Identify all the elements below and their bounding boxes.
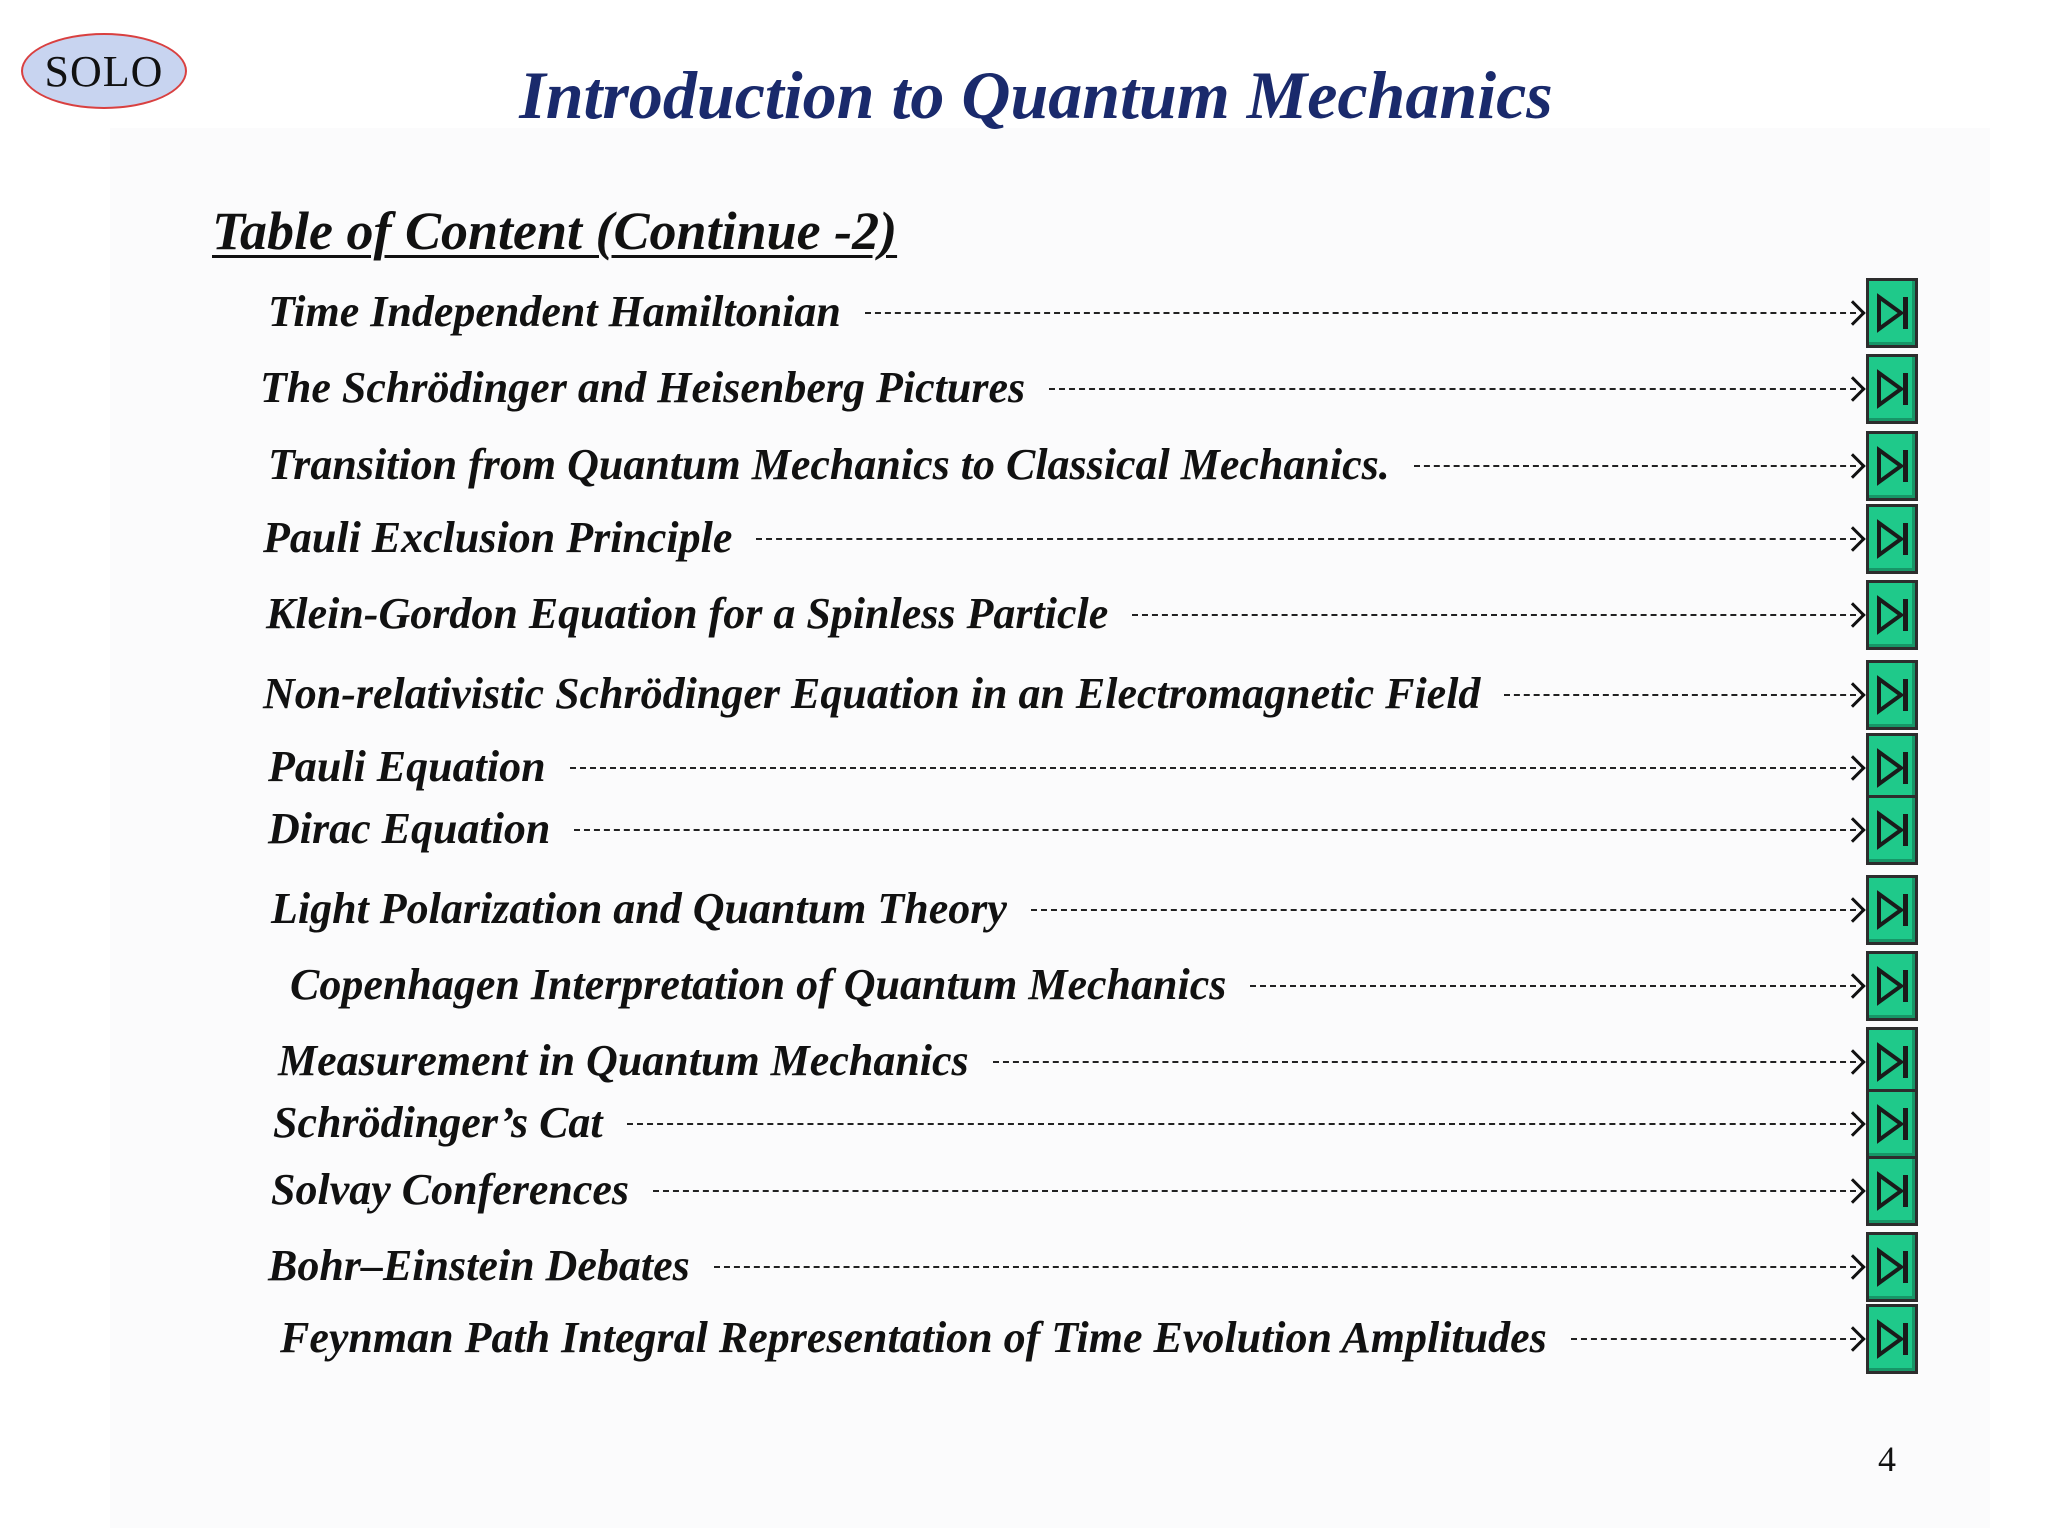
toc-item-label[interactable]: Non-relativistic Schrödinger Equation in an Electromagnetic Field bbox=[263, 669, 1481, 718]
goto-slide-button[interactable] bbox=[1866, 1304, 1918, 1374]
toc-row bbox=[0, 793, 2048, 865]
logo-text: SOLO bbox=[44, 46, 164, 96]
arrowhead-icon bbox=[1840, 1178, 1865, 1203]
goto-slide-button[interactable] bbox=[1866, 1156, 1918, 1226]
toc-row bbox=[0, 502, 2048, 574]
leader-line bbox=[1031, 909, 1856, 913]
toc-item-label[interactable]: The Schrödinger and Heisenberg Pictures bbox=[260, 363, 1026, 412]
arrowhead-icon bbox=[1840, 1326, 1865, 1351]
leader-line bbox=[627, 1123, 1856, 1127]
arrowhead-icon bbox=[1840, 1254, 1865, 1279]
toc-row bbox=[0, 1230, 2048, 1302]
leader-line bbox=[570, 767, 1856, 771]
last-slide-icon bbox=[1873, 593, 1911, 637]
last-slide-icon bbox=[1873, 1169, 1911, 1213]
leader-line bbox=[1414, 465, 1856, 469]
toc-item-label[interactable]: Copenhagen Interpretation of Quantum Mechanics bbox=[290, 960, 1227, 1009]
toc-item-label[interactable]: Measurement in Quantum Mechanics bbox=[278, 1036, 969, 1085]
leader-line bbox=[993, 1061, 1856, 1065]
arrowhead-icon bbox=[1840, 682, 1865, 707]
toc-item-label[interactable]: Schrödinger’s Cat bbox=[273, 1098, 603, 1147]
last-slide-icon bbox=[1873, 517, 1911, 561]
toc-row bbox=[0, 429, 2048, 501]
toc-item-label[interactable]: Transition from Quantum Mechanics to Classical Mechanics. bbox=[268, 440, 1390, 489]
toc-row bbox=[0, 1302, 2048, 1374]
arrowhead-icon bbox=[1840, 376, 1865, 401]
toc-row bbox=[0, 873, 2048, 945]
last-slide-icon bbox=[1873, 1102, 1911, 1146]
goto-slide-button[interactable] bbox=[1866, 951, 1918, 1021]
leader-line bbox=[1132, 614, 1856, 618]
toc-row bbox=[0, 1154, 2048, 1226]
toc-row bbox=[0, 658, 2048, 730]
leader-line bbox=[1049, 388, 1856, 392]
page-title: Introduction to Quantum Mechanics bbox=[519, 57, 1553, 133]
goto-slide-button[interactable] bbox=[1866, 1089, 1918, 1159]
last-slide-icon bbox=[1873, 964, 1911, 1008]
goto-slide-button[interactable] bbox=[1866, 875, 1918, 945]
toc-item-label[interactable]: Feynman Path Integral Representation of Time Evolution Amplitudes bbox=[280, 1313, 1547, 1362]
last-slide-icon bbox=[1873, 1317, 1911, 1361]
toc-item-label[interactable]: Dirac Equation bbox=[268, 804, 551, 853]
arrowhead-icon bbox=[1840, 602, 1865, 627]
toc-item-label[interactable]: Solvay Conferences bbox=[271, 1165, 630, 1214]
toc-row bbox=[0, 352, 2048, 424]
leader-line bbox=[653, 1190, 1856, 1194]
leader-line bbox=[714, 1266, 1856, 1270]
goto-slide-button[interactable] bbox=[1866, 354, 1918, 424]
page-number: 4 bbox=[1878, 1439, 1896, 1479]
goto-slide-button[interactable] bbox=[1866, 660, 1918, 730]
goto-slide-button[interactable] bbox=[1866, 504, 1918, 574]
toc-heading: Table of Content (Continue -2) bbox=[212, 201, 898, 261]
toc-item-label[interactable]: Pauli Exclusion Principle bbox=[263, 513, 733, 562]
last-slide-icon bbox=[1873, 673, 1911, 717]
toc-item-label[interactable]: Klein-Gordon Equation for a Spinless Particle bbox=[266, 589, 1109, 638]
goto-slide-button[interactable] bbox=[1866, 795, 1918, 865]
arrowhead-icon bbox=[1840, 817, 1865, 842]
arrowhead-icon bbox=[1840, 1049, 1865, 1074]
arrowhead-icon bbox=[1840, 526, 1865, 551]
goto-slide-button[interactable] bbox=[1866, 1232, 1918, 1302]
goto-slide-button[interactable] bbox=[1866, 431, 1918, 501]
last-slide-icon bbox=[1873, 1245, 1911, 1289]
last-slide-icon bbox=[1873, 888, 1911, 932]
leader-line bbox=[865, 312, 1856, 316]
leader-line bbox=[1504, 694, 1856, 698]
arrowhead-icon bbox=[1840, 897, 1865, 922]
last-slide-icon bbox=[1873, 1040, 1911, 1084]
arrowhead-icon bbox=[1840, 973, 1865, 998]
toc-row bbox=[0, 949, 2048, 1021]
toc-row bbox=[0, 578, 2048, 650]
last-slide-icon bbox=[1873, 746, 1911, 790]
toc-item-label[interactable]: Time Independent Hamiltonian bbox=[268, 287, 841, 336]
last-slide-icon bbox=[1873, 444, 1911, 488]
toc-item-label[interactable]: Bohr–Einstein Debates bbox=[268, 1241, 690, 1290]
last-slide-icon bbox=[1873, 808, 1911, 852]
leader-line bbox=[574, 829, 1856, 833]
arrowhead-icon bbox=[1840, 453, 1865, 478]
arrowhead-icon bbox=[1840, 755, 1865, 780]
toc-row bbox=[0, 276, 2048, 348]
last-slide-icon bbox=[1873, 367, 1911, 411]
toc-item-label[interactable]: Light Polarization and Quantum Theory bbox=[271, 884, 1007, 933]
last-slide-icon bbox=[1873, 291, 1911, 335]
toc-row bbox=[0, 1087, 2048, 1159]
arrowhead-icon bbox=[1840, 300, 1865, 325]
leader-line bbox=[1571, 1338, 1856, 1342]
arrowhead-icon bbox=[1840, 1111, 1865, 1136]
goto-slide-button[interactable] bbox=[1866, 278, 1918, 348]
leader-line bbox=[756, 538, 1856, 542]
goto-slide-button[interactable] bbox=[1866, 580, 1918, 650]
leader-line bbox=[1250, 985, 1856, 989]
toc-item-label[interactable]: Pauli Equation bbox=[268, 742, 546, 791]
